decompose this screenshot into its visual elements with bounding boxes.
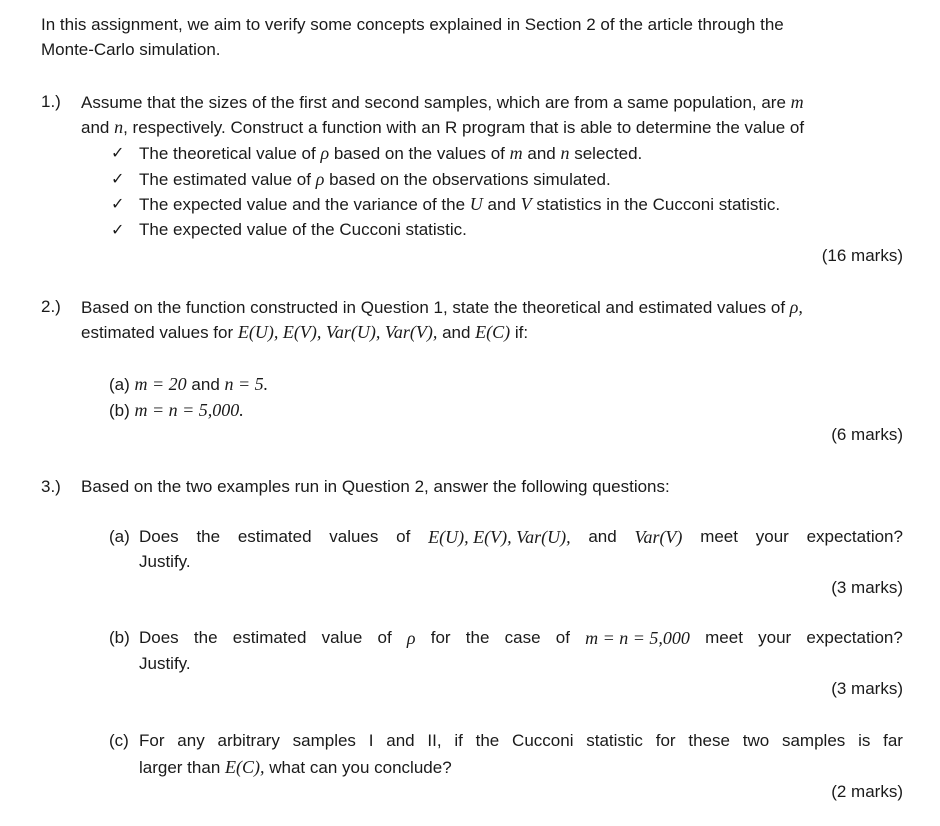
q3a-word: and	[588, 527, 617, 546]
q3c-word: samples	[781, 731, 846, 750]
q3b-word: of	[555, 628, 570, 647]
q1-b2-post: based on the observations simulated.	[329, 170, 611, 189]
q2-marks: (6 marks)	[831, 425, 903, 444]
intro-line-2: Monte-Carlo simulation.	[41, 40, 221, 59]
q3a-word: the	[196, 527, 221, 546]
q1-var-n: n	[114, 117, 124, 137]
q1-bullet-3	[139, 193, 780, 216]
q1-b1-and: and	[527, 144, 556, 163]
q3c-word: statistic	[586, 731, 643, 750]
q2-part-a	[109, 373, 268, 396]
q1-b3-and: and	[487, 195, 516, 214]
q3c-word: if	[454, 731, 463, 750]
q3c-line-1	[139, 730, 903, 752]
q1-line-1-text: Assume that the sizes of the first and second samples, which are from a same population, are	[81, 93, 786, 112]
q1-bullet-4: The expected value of the Cucconi statistic.	[139, 220, 467, 239]
q1-var-m: m	[790, 92, 804, 112]
q2-a-and: and	[191, 375, 220, 394]
q3b-word: for	[430, 628, 451, 647]
q1-line-2-and: and	[81, 118, 110, 137]
q3a-label: (a)	[109, 527, 130, 546]
q1-b3-V: V	[520, 194, 532, 214]
q3a-word: your	[755, 527, 789, 546]
q1-marks: (16 marks)	[821, 246, 903, 265]
q1-line-2	[81, 116, 804, 139]
q3b-word: the	[193, 628, 218, 647]
q3b-word: meet	[705, 628, 743, 647]
q3c-line-2	[139, 756, 452, 779]
q3c-word: two	[742, 731, 770, 750]
q1-b2-pre: The estimated value of	[139, 170, 311, 189]
check-icon: ✓	[111, 194, 125, 213]
q2-line-2	[81, 321, 528, 344]
q1-b1-post: selected.	[574, 144, 643, 163]
q3b-line-1	[139, 627, 903, 649]
q3a-expr: E(U), E(V), Var(U),	[428, 527, 571, 547]
q2-part-b	[109, 399, 244, 422]
q3b-word: the	[465, 628, 490, 647]
q2-rho: ρ,	[789, 297, 803, 317]
q3b-word: estimated	[232, 628, 307, 647]
q2-line-1-text: Based on the function constructed in Question 1, state the theoretical and estimated values of	[81, 298, 786, 317]
q3-number: 3.)	[41, 477, 61, 496]
q1-bullet-2	[139, 168, 611, 191]
q3c-marks: (2 marks)	[831, 782, 903, 801]
q3c-line-2-post: what can you conclude?	[269, 758, 452, 777]
q3c-word: is	[858, 731, 871, 750]
q3-intro: Based on the two examples run in Question 2, answer the following questions:	[81, 477, 670, 496]
check-icon: ✓	[111, 143, 125, 162]
q3c-word: arbitrary	[217, 731, 280, 750]
q3b-line-2: Justify.	[139, 654, 191, 673]
q3c-word: I	[368, 731, 374, 750]
q3a-expr: Var(V)	[634, 527, 683, 547]
q3b-rho: ρ	[406, 628, 416, 648]
q3b-word: expectation?	[806, 628, 903, 647]
check-icon: ✓	[111, 220, 125, 239]
q2-b-label: (b)	[109, 401, 130, 420]
q1-line-1	[81, 91, 804, 114]
q3c-expr: E(C),	[225, 757, 265, 777]
q3c-label: (c)	[109, 731, 129, 750]
q3c-word: samples	[292, 731, 356, 750]
q3a-word: estimated	[237, 527, 312, 546]
q2-b-expr: m = n = 5,000.	[134, 400, 244, 420]
q3c-word: far	[883, 731, 903, 750]
q1-b1-rho: ρ	[320, 143, 330, 163]
q1-b3-pre: The expected value and the variance of the	[139, 195, 466, 214]
intro-line-1: In this assignment, we aim to verify some concepts explained in Section 2 of the article through the	[41, 15, 784, 34]
q2-a-expr2: n = 5.	[224, 374, 269, 394]
q3a-word: values	[329, 527, 379, 546]
q1-b1-mid: based on the values of	[333, 144, 505, 163]
q1-b1-m: m	[509, 143, 523, 163]
q3b-word: of	[377, 628, 392, 647]
check-icon: ✓	[111, 169, 125, 188]
q3a-word: meet	[700, 527, 738, 546]
q2-line-1	[81, 296, 803, 319]
q2-line-2-pre: estimated values for	[81, 323, 234, 342]
q2-expr-c: E(C)	[475, 322, 511, 342]
q3a-line-2: Justify.	[139, 552, 191, 571]
q1-b2-rho: ρ	[315, 169, 325, 189]
q3c-word: the	[475, 731, 500, 750]
q3a-word: Does	[139, 527, 179, 546]
q2-a-label: (a)	[109, 375, 130, 394]
q2-number: 2.)	[41, 297, 61, 316]
q3c-word: Cucconi	[512, 731, 574, 750]
q2-line-2-and: and	[442, 323, 471, 342]
q1-number: 1.)	[41, 92, 61, 111]
q3a-word: expectation?	[806, 527, 903, 546]
q1-b1-pre: The theoretical value of	[139, 144, 316, 163]
q3c-word: any	[177, 731, 205, 750]
q2-line-2-post: if:	[514, 323, 529, 342]
q3b-word: case	[504, 628, 541, 647]
q3b-marks: (3 marks)	[831, 679, 903, 698]
q3c-word: these	[688, 731, 730, 750]
q1-bullet-1	[139, 142, 642, 165]
q3c-word: for	[655, 731, 676, 750]
q3b-label: (b)	[109, 628, 130, 647]
q3b-word: value	[321, 628, 363, 647]
q3b-word: Does	[139, 628, 179, 647]
q1-b1-n: n	[560, 143, 570, 163]
q1-line-2-text: , respectively. Construct a function with an R program that is able to determine the value of	[123, 118, 805, 137]
q1-b3-U: U	[469, 194, 483, 214]
q3a-marks: (3 marks)	[831, 578, 903, 597]
q3b-word: your	[758, 628, 792, 647]
q1-b3-post: statistics in the Cucconi statistic.	[536, 195, 781, 214]
q3a-line-1	[139, 526, 903, 548]
q3c-word: and	[386, 731, 415, 750]
q2-exprs: E(U), E(V), Var(U), Var(V),	[237, 322, 438, 342]
q3c-word: II,	[427, 731, 442, 750]
q3a-word: of	[396, 527, 411, 546]
q3c-word: For	[139, 731, 165, 750]
q2-a-expr: m = 20	[134, 374, 187, 394]
q3c-line-2-pre: larger than	[139, 758, 221, 777]
q3b-expr: m = n = 5,000	[585, 628, 690, 648]
